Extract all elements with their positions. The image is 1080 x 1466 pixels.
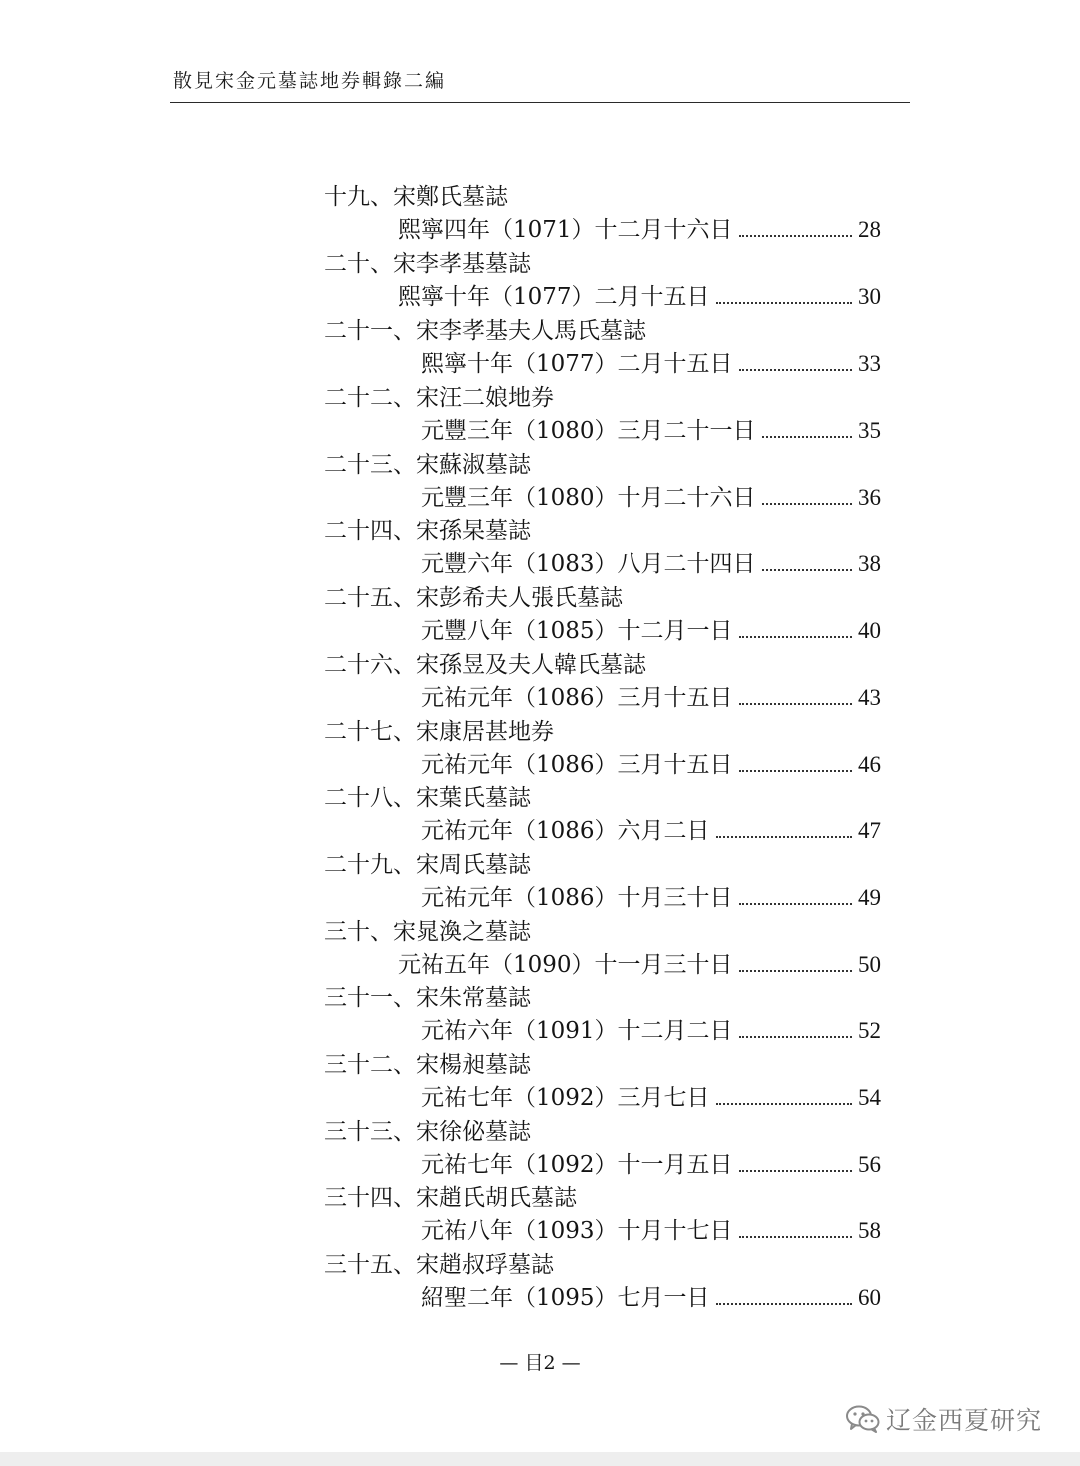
entry-detail [421, 1283, 881, 1313]
entry-title: 二十三、宋蘇淑墓誌 [324, 452, 531, 478]
entry-detail [421, 1216, 881, 1246]
entry-detail [421, 1150, 881, 1180]
dot-leader [739, 1236, 852, 1238]
entry-detail [398, 215, 881, 245]
entry-page-number: 38 [858, 551, 881, 576]
dot-leader [739, 1170, 852, 1172]
entry-date: 紹聖二年（1095）七月一日 [421, 1285, 710, 1311]
entry-title: 三十、宋晁渙之墓誌 [324, 919, 531, 945]
entry-page-number: 58 [858, 1218, 881, 1243]
entry-detail [421, 616, 881, 646]
dot-leader [739, 235, 852, 237]
entry-page-number: 46 [858, 752, 881, 777]
entry-date: 元豐三年（1080）三月二十一日 [421, 418, 756, 444]
entry-title: 二十七、宋康居甚地券 [324, 719, 554, 745]
entry-detail [421, 816, 881, 846]
entry-date: 熙寧四年（1071）十二月十六日 [398, 217, 733, 243]
entry-detail [421, 750, 881, 780]
entry-page-number: 50 [858, 952, 881, 977]
entry-title: 二十六、宋孫昱及夫人韓氏墓誌 [324, 652, 646, 678]
wechat-logo-icon [846, 1405, 880, 1433]
entry-date: 元祐六年（1091）十二月二日 [421, 1018, 733, 1044]
entry-title: 三十三、宋徐佖墓誌 [324, 1119, 531, 1145]
entry-date: 元祐七年（1092）十一月五日 [421, 1152, 733, 1178]
dot-leader [762, 436, 852, 438]
entry-title: 二十八、宋葉氏墓誌 [324, 785, 531, 811]
entry-detail [421, 349, 881, 379]
entry-detail [398, 950, 881, 980]
entry-detail [421, 483, 881, 513]
entry-date: 元祐七年（1092）三月七日 [421, 1085, 710, 1111]
dot-leader [762, 503, 852, 505]
entry-detail [421, 1016, 881, 1046]
entry-detail [421, 1083, 881, 1113]
entry-title: 二十二、宋汪二娘地券 [324, 385, 554, 411]
dot-leader [739, 1036, 852, 1038]
entry-detail [421, 683, 881, 713]
entry-title: 二十、宋李孝基墓誌 [324, 251, 531, 277]
entry-detail [421, 883, 881, 913]
entry-detail [421, 416, 881, 446]
dot-leader [739, 369, 852, 371]
entry-date: 熙寧十年（1077）二月十五日 [398, 284, 710, 310]
dot-leader [739, 970, 852, 972]
entry-page-number: 52 [858, 1018, 881, 1043]
entry-title: 三十四、宋趙氏胡氏墓誌 [324, 1185, 577, 1211]
entry-title: 三十二、宋楊昶墓誌 [324, 1052, 531, 1078]
dot-leader [716, 1103, 852, 1105]
entry-title: 三十五、宋趙叔琈墓誌 [324, 1252, 554, 1278]
entry-date: 元豐八年（1085）十二月一日 [421, 618, 733, 644]
entry-page-number: 30 [858, 284, 881, 309]
dot-leader [739, 636, 852, 638]
entry-date: 元祐元年（1086）三月十五日 [421, 685, 733, 711]
watermark-text: 辽金西夏研究 [886, 1406, 1043, 1435]
entry-date: 元豐三年（1080）十月二十六日 [421, 485, 756, 511]
entry-date: 元祐五年（1090）十一月三十日 [398, 952, 733, 978]
entry-date: 熙寧十年（1077）二月十五日 [421, 351, 733, 377]
entry-date: 元祐元年（1086）六月二日 [421, 818, 710, 844]
entry-title: 十九、宋鄭氏墓誌 [324, 184, 508, 210]
entry-page-number: 56 [858, 1152, 881, 1177]
bottom-band [0, 1452, 1080, 1466]
entry-title: 二十四、宋孫杲墓誌 [324, 518, 531, 544]
entry-detail [398, 282, 881, 312]
watermark [846, 1401, 1042, 1437]
dot-leader [739, 903, 852, 905]
entry-title: 二十九、宋周氏墓誌 [324, 852, 531, 878]
entry-page-number: 36 [858, 485, 881, 510]
entry-page-number: 60 [858, 1285, 881, 1310]
running-header: 散見宋金元墓誌地券輯錄二編 [173, 70, 447, 92]
entry-date: 元豐六年（1083）八月二十四日 [421, 551, 756, 577]
entry-page-number: 49 [858, 885, 881, 910]
entry-date: 元祐元年（1086）十月三十日 [421, 885, 733, 911]
dot-leader [739, 770, 852, 772]
entry-title: 二十一、宋李孝基夫人馬氏墓誌 [324, 318, 646, 344]
entry-page-number: 43 [858, 685, 881, 710]
page-number-footer: — 目2 — [499, 1352, 581, 1374]
dot-leader [716, 302, 852, 304]
entry-title: 三十一、宋朱常墓誌 [324, 985, 531, 1011]
dot-leader [716, 836, 852, 838]
entry-date: 元祐元年（1086）三月十五日 [421, 752, 733, 778]
header-rule [170, 102, 910, 103]
entry-detail [421, 549, 881, 579]
entry-page-number: 47 [858, 818, 881, 843]
entry-page-number: 33 [858, 351, 881, 376]
dot-leader [739, 703, 852, 705]
entry-page-number: 28 [858, 217, 881, 242]
entry-page-number: 40 [858, 618, 881, 643]
dot-leader [762, 569, 852, 571]
entry-page-number: 54 [858, 1085, 881, 1110]
entry-page-number: 35 [858, 418, 881, 443]
dot-leader [716, 1303, 852, 1305]
entry-title: 二十五、宋彭希夫人張氏墓誌 [324, 585, 623, 611]
entry-date: 元祐八年（1093）十月十七日 [421, 1218, 733, 1244]
